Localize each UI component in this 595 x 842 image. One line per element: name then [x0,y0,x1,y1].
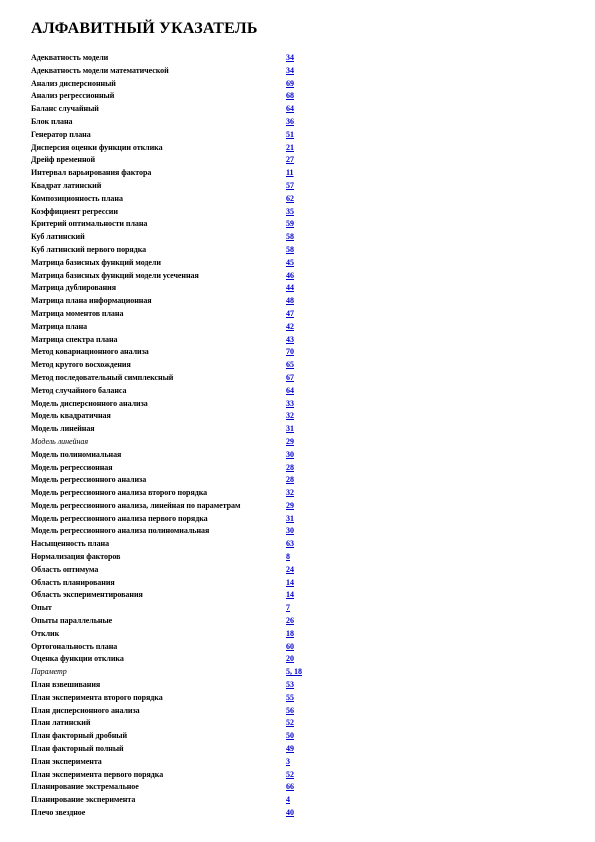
index-term: План эксперимента первого порядка [31,769,164,779]
page-reference-link[interactable]: 28 [286,462,294,472]
index-term: Генератор плана [31,129,91,139]
index-term: Модель линейная [31,436,89,446]
index-entry [31,692,321,705]
index-term: Адекватность модели [31,53,109,62]
page-reference-link[interactable]: 11 [286,168,294,178]
page-reference-link[interactable]: 36 [286,116,294,126]
page-reference-link[interactable]: 32 [286,488,294,498]
index-entry [31,372,321,385]
index-term: Оценка функции отклика [31,654,124,664]
index-term: Модель регрессионного анализа второго порядка [31,488,208,498]
page-reference-link[interactable]: 58 [286,232,294,242]
page-reference-link[interactable]: 4 [286,795,290,805]
page-reference-link[interactable]: 47 [286,308,294,318]
index-term: Область экспериментирования [31,590,143,600]
index-entry [31,769,321,782]
page-reference-link[interactable]: 44 [286,283,294,293]
page-reference-link[interactable]: 63 [286,539,294,549]
index-term: Метод последовательный симплексный [31,372,174,382]
index-term: Адекватность модели математической [31,65,169,75]
page-reference-link[interactable]: 14 [286,577,294,587]
page-reference-link[interactable]: 50 [286,731,294,741]
page-reference-link[interactable]: 27 [286,155,294,165]
index-term: Модель регрессионного анализа [31,475,147,485]
index-entry [31,743,321,756]
index-term: План взвешивания [31,680,101,690]
index-entry [31,525,321,538]
index-entry [31,154,321,167]
index-term: Планирование эксперимента [31,795,136,805]
index-entry [31,142,321,155]
page-reference-link[interactable]: 33 [286,398,294,408]
page-reference-link[interactable]: 20 [286,654,294,664]
page-reference-link[interactable]: 34 [286,65,294,75]
index-term: Анализ регрессионный [31,91,115,101]
page-reference-link[interactable]: 32 [286,411,294,421]
index-term: Метод случайного баланса [31,385,127,395]
index-entry [31,295,321,308]
index-term: Куб латинский первого порядка [31,244,147,254]
index-entry [31,756,321,769]
index-entry [31,666,321,679]
index-term: План эксперимента второго порядка [31,692,163,702]
index-entry [31,423,321,436]
index-entry [31,180,321,193]
index-term: Метод крутого восхождения [31,360,131,370]
index-term: Анализ дисперсионный [31,78,116,88]
index-term: Нормализация факторов [31,552,121,562]
index-entry [31,410,321,423]
index-entry [31,653,321,666]
page-reference-link[interactable]: 52 [286,718,294,728]
index-term: Модель квадратичная [31,411,111,421]
index-entry [31,129,321,142]
index-term: Отклик [31,628,60,638]
index-term: Матрица базисных функций модели усеченная [31,270,199,280]
page-reference-link[interactable]: 69 [286,78,294,88]
page-reference-link[interactable]: 5, 18 [286,667,302,677]
page-reference-link[interactable]: 30 [286,449,294,459]
index-entry [31,462,321,475]
index-term: Модель регрессионного анализа первого порядка [31,513,208,523]
index-term: Параметр [31,667,67,677]
page-reference-link[interactable]: 42 [286,321,294,331]
index-entry [31,385,321,398]
index-entry [31,577,321,590]
index-term: План факторный полный [31,744,124,754]
index-entry [31,90,321,103]
page-reference-link[interactable]: 66 [286,782,294,792]
page-reference-link[interactable]: 34 [286,53,294,62]
index-entry [31,193,321,206]
index-entry [31,513,321,526]
index-entry [31,628,321,641]
index-entry [31,436,321,449]
index-term: Модель регрессионного анализа, линейная по параметрам [31,500,241,510]
page-reference-link[interactable]: 70 [286,347,294,357]
index-term: Критерий оптимальности плана [31,219,148,229]
index-term: Баланс случайный [31,104,99,114]
page-reference-link[interactable]: 24 [286,564,294,574]
page-reference-link[interactable]: 57 [286,180,294,190]
index-term: Дрейф временной [31,155,96,165]
index-term: Область оптимума [31,564,99,574]
page-reference-link[interactable]: 62 [286,193,294,203]
page-reference-link[interactable]: 53 [286,680,294,690]
index-term: Матрица спектра плана [31,334,118,344]
index-entry [31,474,321,487]
page-reference-link[interactable]: 31 [286,424,294,434]
index-term: Модель регрессионная [31,462,113,472]
page-reference-link[interactable]: 14 [286,590,294,600]
index-term: План дисперсионного анализа [31,705,140,715]
index-entry [31,321,321,334]
page-reference-link[interactable]: 40 [286,808,294,818]
index-entry [31,500,321,513]
page-reference-link[interactable]: 58 [286,244,294,254]
page-reference-link[interactable]: 3 [286,756,290,766]
index-entry [31,244,321,257]
index-term: Ортогональность плана [31,641,118,651]
index-entry [31,538,321,551]
page-reference-link[interactable]: 7 [286,603,290,613]
index-entry [31,52,321,65]
index-term: Композиционность плана [31,193,123,203]
alphabetical-index-list [31,52,321,820]
index-term: Матрица дублирования [31,283,116,293]
page-reference-link[interactable]: 8 [286,552,290,562]
index-entry [31,730,321,743]
index-entry [31,103,321,116]
index-entry [31,167,321,180]
page-title: АЛФАВИТНЫЙ УКАЗАТЕЛЬ [31,20,258,37]
page-reference-link[interactable]: 31 [286,513,294,523]
index-entry [31,334,321,347]
index-entry [31,807,321,820]
page-reference-link[interactable]: 65 [286,360,294,370]
index-term: Дисперсия оценки функции отклика [31,142,163,152]
index-term: Блок плана [31,116,73,126]
index-entry [31,487,321,500]
page-reference-link[interactable]: 29 [286,436,294,446]
page-reference-link[interactable]: 55 [286,692,294,702]
index-entry [31,257,321,270]
index-entry [31,615,321,628]
index-term: План латинский [31,718,91,728]
page-reference-link[interactable]: 60 [286,641,294,651]
index-term: Коэффициент регрессии [31,206,118,216]
index-entry [31,359,321,372]
index-term: Метод ковариационного анализа [31,347,149,357]
index-entry [31,116,321,129]
index-term: Матрица базисных функций модели [31,257,161,267]
index-term: Плечо звездное [31,808,86,818]
index-term: Насыщенность плана [31,539,110,549]
index-term: Область планирования [31,577,115,587]
index-entry [31,231,321,244]
index-entry [31,218,321,231]
index-term: Модель линейная [31,424,95,434]
index-term: Модель дисперсионного анализа [31,398,148,408]
index-term: Опыты параллельные [31,616,113,626]
index-entry [31,705,321,718]
page-reference-link[interactable]: 45 [286,257,294,267]
page-reference-link[interactable]: 26 [286,616,294,626]
index-term: Опыт [31,603,52,613]
index-term: Модель регрессионного анализа полиномиальная [31,526,210,536]
index-term: Матрица плана [31,321,88,331]
page-reference-link[interactable]: 51 [286,129,294,139]
page-reference-link[interactable]: 52 [286,769,294,779]
page-reference-link[interactable]: 35 [286,206,294,216]
page-reference-link[interactable]: 46 [286,270,294,280]
page-reference-link[interactable]: 59 [286,219,294,229]
page-reference-link[interactable]: 68 [286,91,294,101]
index-entry [31,270,321,283]
page-reference-link[interactable]: 18 [286,628,294,638]
page-reference-link[interactable]: 28 [286,475,294,485]
index-entry [31,282,321,295]
index-entry [31,564,321,577]
page-reference-link[interactable]: 49 [286,744,294,754]
index-entry [31,589,321,602]
index-term: Матрица плана информационная [31,296,152,306]
page-reference-link[interactable]: 21 [286,142,294,152]
index-entry [31,78,321,91]
index-term: Матрица моментов плана [31,308,124,318]
index-entry [31,65,321,78]
page-reference-link[interactable]: 43 [286,334,294,344]
page-reference-link[interactable]: 64 [286,104,294,114]
index-entry [31,781,321,794]
page-reference-link[interactable]: 29 [286,500,294,510]
index-term: Куб латинский [31,232,85,242]
page-reference-link[interactable]: 30 [286,526,294,536]
index-entry [31,641,321,654]
page-reference-link[interactable]: 56 [286,705,294,715]
index-term: Модель полиномиальная [31,449,122,459]
index-term: План эксперимента [31,756,102,766]
index-term: План факторный дробный [31,731,128,741]
index-entry [31,551,321,564]
page-reference-link[interactable]: 64 [286,385,294,395]
page-reference-link[interactable]: 67 [286,372,294,382]
index-entry [31,794,321,807]
index-term: Планирование экстремальное [31,782,139,792]
index-entry [31,346,321,359]
index-entry [31,449,321,462]
index-entry [31,206,321,219]
index-term: Квадрат латинский [31,180,102,190]
index-entry [31,602,321,615]
index-entry [31,679,321,692]
index-entry [31,398,321,411]
index-term: Интервал варьирования фактора [31,168,152,178]
index-entry [31,717,321,730]
page-reference-link[interactable]: 48 [286,296,294,306]
index-entry [31,308,321,321]
